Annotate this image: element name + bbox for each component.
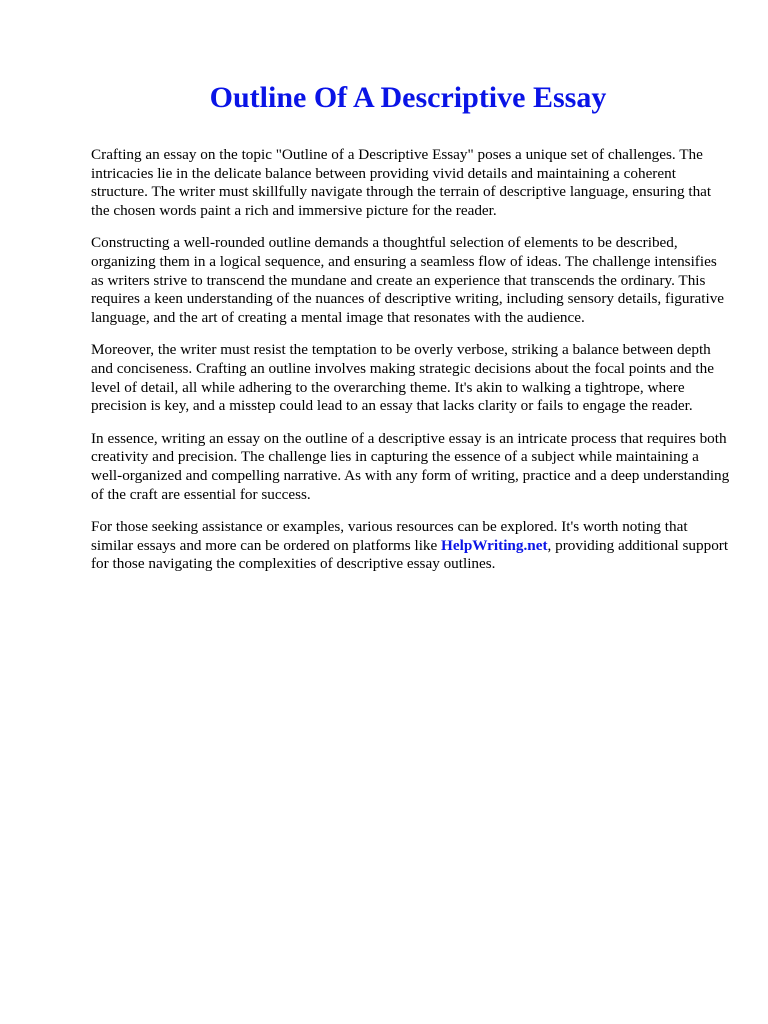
paragraph-5: [91, 518, 731, 574]
paragraph-2: Constructing a well-rounded outline demands a thoughtful selection of elements to be described, organizing them in a logical sequence, and ensuring a seamless flow of ideas. The challenge intensifies as writers strive to transcend the mundane and create an experience that transcends the ordinary. This requires a keen understanding of the nuances of descriptive writing, including sensory details, figurative language, and the art of creating a mental image that resonates with the audience.: [91, 234, 725, 326]
page-title: Outline Of A Descriptive Essay: [209, 81, 607, 114]
paragraph-4: In essence, writing an essay on the outline of a descriptive essay is an intricate process that requires both creativity and precision. The challenge lies in capturing the essence of a subject while maintaining a well-organized and compelling narrative. As with any form of writing, practice and a deep understanding of the craft are essential for success.: [91, 429, 730, 503]
paragraph-5-tail: , providing additional support for those navigating the complexities of descriptive essay outlines.: [91, 536, 729, 573]
paragraph-1: Crafting an essay on the topic "Outline of a Descriptive Essay" poses a unique set of challenges. The intricacies lie in the delicate balance between providing vivid details and maintaining a coherent structure. The writer must skillfully navigate through the terrain of descriptive language, ensuring that the chosen words paint a rich and immersive picture for the reader.: [91, 146, 712, 219]
paragraph-5-lead: For those seeking assistance or examples, various resources can be explored. It's worth noting that similar essays and more can be ordered on platforms like: [91, 518, 688, 554]
paragraph-3: Moreover, the writer must resist the temptation to be overly verbose, striking a balance between depth and conciseness. Crafting an outline involves making strategic decisions about the focal points and the level of detail, all while adhering to the overarching theme. It's akin to walking a tightrope, where precision is key, and a misstep could lead to an essay that lacks clarity or fails to engage the reader.: [91, 341, 714, 415]
helpwriting-link[interactable]: HelpWriting.net: [441, 536, 548, 554]
essay-body: [91, 146, 731, 588]
